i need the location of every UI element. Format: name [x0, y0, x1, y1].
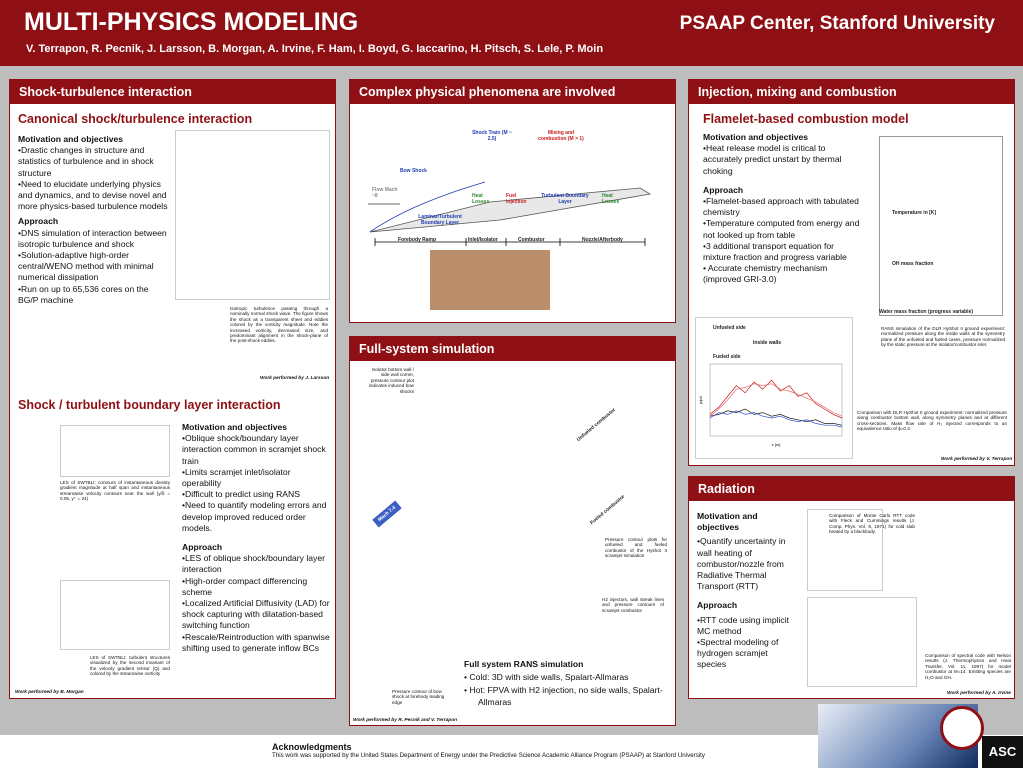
poster-title: MULTI-PHYSICS MODELING [24, 8, 359, 36]
panel-complex-phenomena [349, 79, 676, 323]
credit: Work performed by A. Irvine [947, 691, 1011, 696]
credit: Work performed by B. Morgan [15, 690, 84, 695]
bullet: •Quantify uncertainty in wall heating of combustor/nozzle from Radiative Thermal Transport (RTT) [697, 536, 786, 592]
radiation-figure-2 [807, 597, 917, 687]
label-heat-losses: Heat Losses [472, 193, 490, 205]
figure-caption: Comparison with DLR HyShot II ground experiment: normalized pressure along combustor bottom wall, along symmetry planes and at different cross-sections. Mass flow rate of H₂ injected corresponds to an equivalence ratio of ϕ=0.3. [857, 410, 1007, 432]
rans-title: Full system RANS simulation [464, 659, 584, 669]
panel-injection [688, 79, 1015, 466]
bullet: •Heat release model is critical to accurately predict unstart by thermal choking [703, 143, 842, 176]
bullet: •Flamelet-based approach with tabulated chemistry [703, 196, 859, 218]
bullet: •Temperature computed from energy and not looked up from table [703, 218, 860, 240]
bullet: •Run on up to 65,536 cores on the BG/P machine [18, 283, 149, 305]
bullet: •Solution-adaptive high-order central/WENO method with minimal numerical dissipation [18, 250, 154, 283]
section-title: Canonical shock/turbulence interaction [18, 112, 253, 126]
series-line [710, 380, 842, 418]
panel-heading: Full-system simulation [350, 337, 675, 361]
label-fuel-injection: Fuel Injection [506, 193, 527, 205]
ack-title: Acknowledgments [272, 742, 352, 752]
asc-logo [982, 736, 1023, 768]
credit: Work performed by V. Terrapon [941, 457, 1013, 462]
bullet: • Cold: 3D with side walls, Spalart-Allmaras [464, 672, 629, 683]
figure-caption: Pressure contour plots for unfueled and fueled combustor of the Hyshot II scramjet simulation [605, 537, 667, 559]
label-combustor: Combustor [518, 237, 545, 243]
panel-heading: Injection, mixing and combustion [689, 80, 1014, 104]
credit: Work performed by R. Pecnik and V. Terrapon [353, 718, 458, 723]
panel-full-system [349, 336, 676, 726]
series-line [710, 411, 842, 427]
asc-logo-text: ASC [988, 744, 1017, 759]
bullet: •Limits scramjet inlet/isolator operability [182, 466, 291, 489]
x-axis-label: x [m] [771, 442, 781, 447]
flamelet-contour-figure [879, 136, 1003, 316]
panel-heading: Shock-turbulence interaction [10, 80, 335, 104]
label-forebody: Forebody Ramp [398, 237, 437, 243]
label-nozzle: Nozzle/Afterbody [582, 237, 623, 243]
label-heat-losses-2: Heat Losses [602, 193, 620, 205]
label-fueled-side: Fueled side [713, 354, 741, 360]
bullet: •LES of oblique shock/boundary layer interaction [182, 553, 325, 575]
panel-heading: Radiation [689, 477, 1014, 501]
label-mixing: Mixing and combustion (M > 1) [538, 130, 584, 142]
label-oh: OH mass fraction [892, 261, 934, 267]
label-unfueled-combustor: Unfueled combustor [575, 407, 617, 443]
figure-caption: Isolator bottom wall / side wall corner, pressure contour plot indicates induced bow shocks [368, 367, 414, 394]
bullet: •Rescale/Reintroduction with spanwise shifting used to generate inflow BCs [182, 631, 330, 653]
label-laminar: Laminar/Turbulent Boundary Layer [418, 214, 462, 226]
bullet: •Need to elucidate underlying physics and dynamics, and to devise novel and more physics-based turbulence models [18, 178, 168, 212]
engine-photo [430, 250, 550, 310]
label-inlet: Inlet/Isolator [468, 237, 498, 243]
heading-motivation: Motivation and objectives [697, 511, 758, 533]
pressure-comparison-chart [695, 317, 853, 459]
bullet: •Drastic changes in structure and statistics of turbulence and in shock structure [18, 145, 154, 178]
label-inside-walls: Inside walls [753, 340, 782, 346]
figure-caption: Isotropic turbulence passing through a nominally normal shock wave. The figure shows the shock as a transparent sheet and eddies colored by the vorticity magnitude. Note the increased vorticity, decreased size, and predominant alignment in the shock-plane of the post-shock eddies. [230, 306, 328, 344]
bullet: • Hot: FPVA with H2 injection, no side walls, Spalart-Allmaras [464, 685, 663, 707]
heading-approach: Approach [182, 542, 223, 553]
bullet: • Accurate chemistry mechanism (improved GRI-3.0) [703, 263, 828, 285]
credit: Work performed by J. Larsson [260, 376, 330, 381]
figure-caption: LES of SWTBLI: turbulent structures visualized by the second invariant of the velocity gradient tensor (Q) and colored by the streamwise vorticity [90, 655, 170, 677]
section-title: Shock / turbulent boundary layer interaction [18, 398, 281, 412]
panel-heading: Complex physical phenomena are involved [350, 80, 675, 104]
figure-caption: LES of SWTBLI: contours of instantaneous density gradient magnitude at half span and instantaneous streamwise velocity contours near the wall (y/δ = 0.05, y⁺ = 24) [60, 480, 170, 502]
heading-approach: Approach [18, 216, 59, 227]
panel-radiation [688, 476, 1015, 699]
label-unfueled-side: Unfueled side [713, 325, 746, 331]
rans-text [464, 659, 674, 708]
figure-caption: Comparison of Monte Carlo RTT code with Fleck and Cummings results (J. Comp. Phys. Vol. 8, 1971) for cold slab heated by a blackbody. [829, 513, 915, 535]
poster-header [0, 0, 1023, 66]
panel-shock-turbulence [9, 79, 336, 699]
bullet: •Spectral modeling of hydrogen scramjet species [697, 637, 779, 670]
scramjet-diagram [350, 104, 675, 322]
canonical-text [18, 130, 168, 306]
stanford-seal [940, 706, 984, 750]
bullet: •Oblique shock/boundary layer interaction common in scramjet shock train [182, 433, 326, 466]
ack-text: This work was supported by the United States Department of Energy under the Predictive Science Academic Alliance Program (PSAAP) at Stanford University [272, 752, 705, 759]
section-title: Flamelet-based combustion model [703, 112, 909, 126]
figure-caption: H2 injectors, wall streak lines and pressure contours of scramjet combustor [602, 597, 664, 613]
label-shock-train: Shock Train (M ~ 2.5) [472, 130, 512, 142]
acknowledgments [272, 742, 705, 759]
bullet: •Localized Artificial Diffusivity (LAD) for shock capturing with dilatation-based switching function [182, 598, 330, 631]
shock-turbulence-figure [175, 130, 330, 300]
authors-line: V. Terrapon, R. Pecnik, J. Larsson, B. Morgan, A. Irvine, F. Ham, I. Boyd, G. Iaccarino, H. Pitsch, S. Lele, P. Moin [26, 43, 604, 55]
pressure-chart-svg [696, 318, 852, 458]
bullet: •3 additional transport equation for mixture fraction and progress variable [703, 240, 847, 263]
label-water: Water mass fraction (progress variable) [879, 309, 974, 315]
flamelet-text [703, 128, 863, 286]
plot-frame [710, 364, 842, 436]
heading-motivation: Motivation and objectives [182, 422, 288, 432]
label-flow: Flow Mach ~8 [372, 187, 398, 199]
center-name: PSAAP Center, Stanford University [679, 13, 995, 34]
bullet: •High-order compact differencing scheme [182, 575, 308, 597]
radiation-text [697, 507, 797, 671]
bullet: •Need to quantify modeling errors and develop improved reduced order models. [182, 500, 327, 533]
heading-motivation: Motivation and objectives [18, 134, 124, 144]
label-temperature: Temperature in [K] [892, 210, 937, 216]
heading-approach: Approach [697, 600, 738, 611]
bullet: •Difficult to predict using RANS [182, 489, 300, 500]
swtbli-structures-figure [60, 580, 170, 650]
swtbli-density-figure [60, 425, 170, 477]
bullet: •RTT code using implicit MC method [697, 614, 790, 636]
swtbli-text [182, 418, 330, 654]
label-mach: Mach 7.4 [376, 504, 398, 524]
label-bow-shock: Bow Shock [400, 168, 427, 174]
label-turbulent-bl: Turbulent Boundary Layer [541, 193, 589, 205]
figure-caption: Pressure contour of bow shock at forebody leading edge [392, 689, 445, 705]
y-axis-label: p/p0 [698, 396, 703, 404]
heading-motivation: Motivation and objectives [703, 132, 809, 142]
figure-caption: Comparison of spectral code with Nelson results (J. Thermophysics and Heat Transfer, Vol. 11, 1997) for model combustor at M=14. Emitting species are H₂O and OH. [925, 653, 1011, 680]
bullet: •DNS simulation of interaction between isotropic turbulence and shock [18, 227, 167, 249]
figure-caption: RANS simulation of the DLR HyShot II ground experiment: normalized pressure along the inside walls at the symmetry plane of the unfueled and fueled cases, pressure normalized by the static pressure at the isolator/combustor inlet. [881, 326, 1005, 348]
heading-approach: Approach [703, 184, 744, 195]
label-fueled-combustor: Fueled combustor [589, 493, 627, 527]
